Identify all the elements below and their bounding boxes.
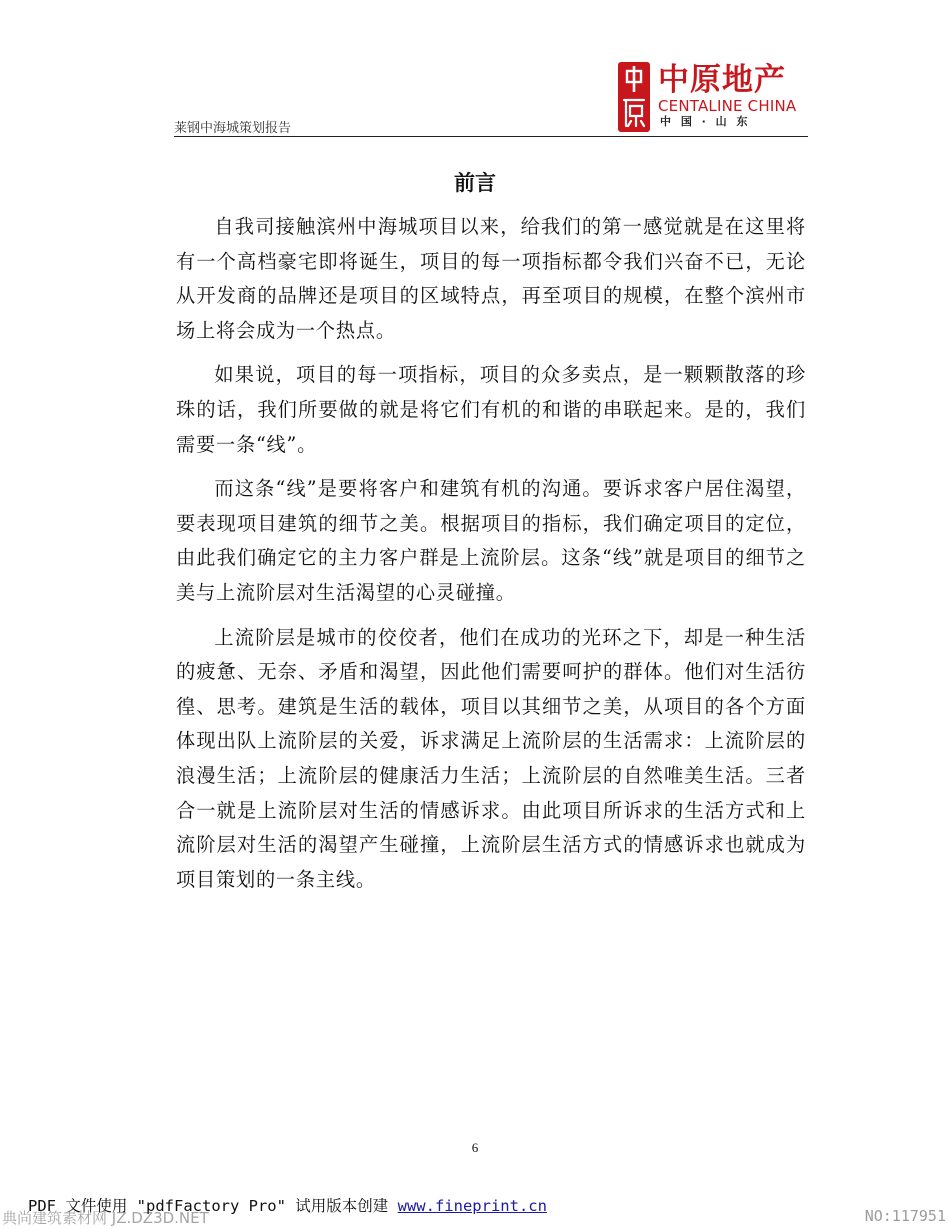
- paragraph: 上流阶层是城市的佼佼者，他们在成功的光环之下，却是一种生活的疲惫、无奈、矛盾和渴望，因此他们需要呵护的群体。他们对生活彷徨、思考。建筑是生活的载体，项目以其细节之美，从项目的各个方面体现出队上流阶层的关爱，诉求满足上流阶层的生活需求：上流阶层的浪漫生活；上流阶层的健康活力生活；上流阶层的自然唯美生活。三者合一就是上流阶层对生活的情感诉求。由此项目所诉求的生活方式和上流阶层对生活的渴望产生碰撞，上流阶层生活方式的情感诉求也就成为项目策划的一条主线。: [176, 625, 806, 891]
- document-number: NO:117951: [864, 1207, 946, 1225]
- centaline-logo: [618, 62, 800, 132]
- paragraph: 如果说，项目的每一项指标，项目的众多卖点，是一颗颗散落的珍珠的话，我们所要做的就是将它们有机的和谐的串联起来。是的，我们需要一条“线”。: [176, 363, 806, 456]
- site-watermark: 典尚建筑素材网 JZ.DZ3D.NET: [2, 1209, 209, 1227]
- page-number: 6: [471, 1140, 479, 1155]
- paragraph: 自我司接触滨州中海城项目以来，给我们的第一感觉就是在这里将有一个高档豪宅即将诞生，项目的每一项指标都令我们兴奋不已，无论从开发商的品牌还是项目的区域特点，再至项目的规模，在整个滨州市场上将会成为一个热点。: [176, 215, 806, 342]
- fineprint-link[interactable]: www.fineprint.cn: [397, 1197, 547, 1215]
- pdf-trial-text: PDF 文件使用 "pdfFactory Pro" 试用版本创建: [28, 1197, 398, 1215]
- paragraph: 而这条“线”是要将客户和建筑有机的沟通。要诉求客户居住渴望，要表现项目建筑的细节之美。根据项目的指标，我们确定项目的定位，由此我们确定它的主力客户群是上流阶层。这条“线”就是项目的细节之美与上流阶层对生活渴望的心灵碰撞。: [176, 477, 806, 604]
- section-heading: 前言: [454, 171, 496, 195]
- logo-chinese-name: 中原地产: [658, 62, 786, 98]
- logo-region: 中 国 · 山 东: [660, 115, 751, 128]
- page-header: [174, 60, 808, 138]
- logo-seal-icon: [618, 62, 650, 132]
- logo-english-name: CENTALINE CHINA: [658, 97, 797, 115]
- header-doc-title: 莱钢中海城策划报告: [174, 121, 292, 136]
- preface-body: [176, 210, 806, 907]
- header-divider: [174, 136, 808, 137]
